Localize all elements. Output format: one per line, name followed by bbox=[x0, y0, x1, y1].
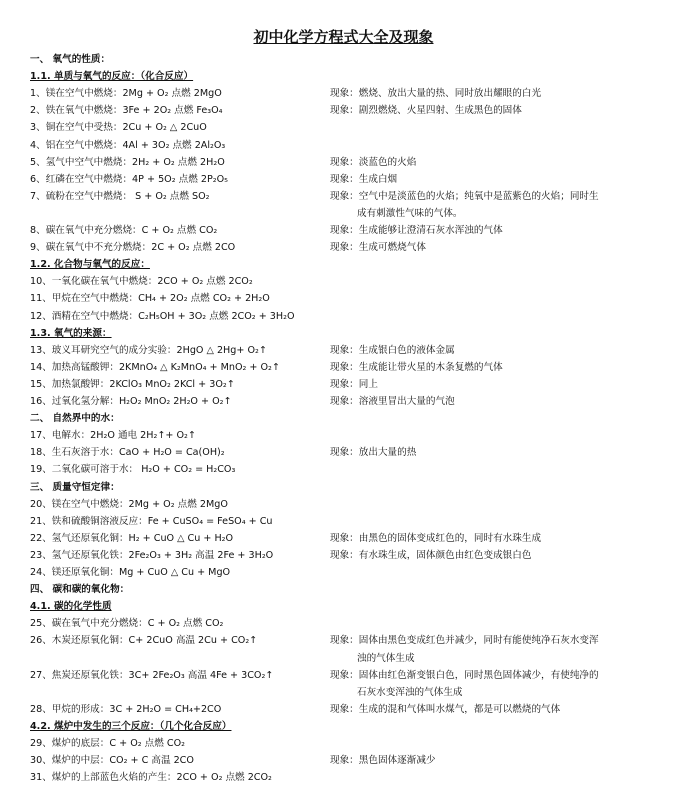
equation-row bbox=[30, 684, 660, 701]
equation-text: 3、铜在空气中受热：2Cu + O₂ △ 2CuO bbox=[30, 122, 207, 134]
equation-row bbox=[30, 342, 660, 359]
equation-text: 20、镁在空气中燃烧：2Mg + O₂ 点燃 2MgO bbox=[30, 498, 228, 510]
equation-text: 8、碳在氧气中充分燃烧：C + O₂ 点燃 CO₂ bbox=[30, 225, 218, 236]
equation-row bbox=[30, 137, 660, 154]
page-title: 初中化学方程式大全及现象 bbox=[253, 28, 434, 46]
section-heading bbox=[30, 51, 660, 68]
equation-row bbox=[30, 376, 660, 393]
equation-text: 9、碳在氧气中不充分燃烧：2C + O₂ 点燃 2CO bbox=[30, 242, 236, 254]
equation-text: 19、二氧化碳可溶于水： H₂O + CO₂ = H₂CO₃ bbox=[30, 464, 236, 476]
equation-text: 28、甲烷的形成：3C + 2H₂O = CH₄+2CO bbox=[30, 703, 222, 715]
heading-text: 1.2. 化合物与氧气的反应： bbox=[30, 259, 150, 271]
equation-text: 14、加热高锰酸钾：2KMnO₄ △ K₂MnO₄ + MnO₂ + O₂↑ bbox=[30, 361, 280, 373]
equation-text: 21、铁和硫酸铜溶液反应：Fe + CuSO₄ = FeSO₄ + Cu bbox=[30, 515, 273, 527]
equation-row bbox=[30, 701, 660, 718]
section-heading bbox=[30, 718, 660, 735]
phenomenon-text: 现象：燃烧、放出大量的热、同时放出耀眼的白光 bbox=[330, 88, 542, 100]
equation-row bbox=[30, 290, 660, 307]
phenomenon-text: 现象：固体由红色渐变银白色，同时黑色固体减少，有使纯净的 bbox=[330, 669, 599, 681]
equation-text: 27、焦炭还原氧化铁：3C+ 2Fe₂O₃ 高温 4Fe + 3CO₂↑ bbox=[30, 669, 274, 681]
phenomenon-text: 现象：生成银白色的液体金属 bbox=[330, 344, 455, 356]
phenomenon-text: 现象：同上 bbox=[330, 378, 378, 390]
equation-text: 15、加热氯酸钾：2KClO₃ MnO₂ 2KCl + 3O₂↑ bbox=[30, 378, 235, 390]
equation-row bbox=[30, 427, 660, 444]
equation-text: 13、玻义耳研究空气的成分实验：2HgO △ 2Hg+ O₂↑ bbox=[30, 344, 267, 356]
equation-row bbox=[30, 752, 660, 769]
heading-text: 1.3. 氧气的来源： bbox=[30, 327, 112, 339]
equation-row bbox=[30, 735, 660, 752]
equation-text: 17、电解水：2H₂O 通电 2H₂↑+ O₂↑ bbox=[30, 430, 196, 442]
heading-text: 1.1. 单质与氧气的反应：（化合反应） bbox=[30, 71, 194, 83]
equation-row bbox=[30, 461, 660, 478]
equation-text: 11、甲烷在空气中燃烧：CH₄ + 2O₂ 点燃 CO₂ + 2H₂O bbox=[30, 293, 270, 305]
phenomenon-text: 现象：固体由黑色变成红色并减少，同时有能使纯净石灰水变浑 bbox=[330, 635, 599, 647]
equation-text: 24、镁还原氧化铜：Mg + CuO △ Cu + MgO bbox=[30, 567, 231, 578]
phenomenon-text: 现象：由黑色的固体变成红色的，同时有水珠生成 bbox=[330, 532, 542, 544]
phenomenon-text: 成有刺激性气味的气体。 bbox=[357, 207, 463, 219]
section-heading bbox=[30, 325, 660, 342]
equation-row bbox=[30, 102, 660, 119]
equation-text: 12、酒精在空气中燃烧：C₂H₅OH + 3O₂ 点燃 2CO₂ + 3H₂O bbox=[30, 310, 295, 322]
equation-text: 16、过氧化氢分解：H₂O₂ MnO₂ 2H₂O + O₂↑ bbox=[30, 396, 232, 407]
equation-text: 22、氢气还原氧化铜：H₂ + CuO △ Cu + H₂O bbox=[30, 532, 234, 544]
equation-text: 29、煤炉的底层：C + O₂ 点燃 CO₂ bbox=[30, 738, 185, 749]
equation-row bbox=[30, 85, 660, 102]
phenomenon-text: 现象：有水珠生成，固体颜色由红色变成银白色 bbox=[330, 549, 532, 561]
equation-row bbox=[30, 632, 660, 649]
heading-text: 一、 氧气的性质： bbox=[30, 54, 111, 65]
equation-text: 5、氢气中空气中燃烧：2H₂ + O₂ 点燃 2H₂O bbox=[30, 156, 225, 168]
equation-text: 7、硫粉在空气中燃烧： S + O₂ 点燃 SO₂ bbox=[30, 190, 210, 202]
phenomenon-text: 现象：生成能让带火星的木条复燃的气体 bbox=[330, 361, 503, 373]
equation-row bbox=[30, 513, 660, 530]
equation-row bbox=[30, 188, 660, 205]
equation-text: 4、铝在空气中燃烧：4Al + 3O₂ 点燃 2Al₂O₃ bbox=[30, 139, 226, 151]
equation-row bbox=[30, 564, 660, 581]
phenomenon-text: 现象：生成的混和气体叫水煤气，都是可以燃烧的气体 bbox=[330, 703, 561, 715]
phenomenon-text: 现象：生成白烟 bbox=[330, 173, 398, 185]
equation-row bbox=[30, 154, 660, 171]
equation-text: 31、煤炉的上部蓝色火焰的产生：2CO + O₂ 点燃 2CO₂ bbox=[30, 772, 272, 784]
phenomenon-text: 现象：生成能够让澄清石灰水浑浊的气体 bbox=[330, 225, 503, 236]
phenomenon-text: 现象：淡蓝色的火焰 bbox=[330, 156, 417, 168]
phenomenon-text: 现象：生成可燃烧气体 bbox=[330, 242, 426, 254]
equation-text: 18、生石灰溶于水：CaO + H₂O = Ca(OH)₂ bbox=[30, 447, 225, 459]
equation-row bbox=[30, 273, 660, 290]
heading-text: 四、 碳和碳的氧化物： bbox=[30, 584, 130, 596]
equation-row bbox=[30, 222, 660, 239]
heading-text: 4.2. 煤炉中发生的三个反应：（几个化合反应） bbox=[30, 720, 232, 732]
equation-row bbox=[30, 205, 660, 222]
section-heading bbox=[30, 256, 660, 273]
phenomenon-text: 现象：空气中是淡蓝色的火焰；纯氧中是蓝紫色的火焰；同时生 bbox=[330, 190, 599, 202]
equation-row bbox=[30, 393, 660, 410]
equation-row bbox=[30, 650, 660, 667]
heading-text: 二、 自然界中的水： bbox=[30, 413, 120, 425]
equation-text: 25、碳在氧气中充分燃烧：C + O₂ 点燃 CO₂ bbox=[30, 618, 224, 630]
equation-text: 26、木炭还原氧化铜：C+ 2CuO 高温 2Cu + CO₂↑ bbox=[30, 635, 258, 647]
phenomenon-text: 浊的气体生成 bbox=[357, 652, 415, 664]
equation-row bbox=[30, 769, 660, 786]
equation-row bbox=[30, 239, 660, 256]
equation-text: 10、一氧化碳在氧气中燃烧：2CO + O₂ 点燃 2CO₂ bbox=[30, 276, 253, 288]
equation-row bbox=[30, 119, 660, 136]
equation-row bbox=[30, 496, 660, 513]
phenomenon-text: 现象：黑色固体逐渐减少 bbox=[330, 755, 436, 767]
equation-row bbox=[30, 547, 660, 564]
phenomenon-text: 现象：溶液里冒出大量的气泡 bbox=[330, 396, 455, 407]
heading-text: 三、 质量守恒定律： bbox=[30, 481, 120, 493]
equation-row bbox=[30, 171, 660, 188]
heading-text: 4.1. 碳的化学性质 bbox=[30, 601, 112, 613]
equation-row bbox=[30, 308, 660, 325]
equation-row bbox=[30, 667, 660, 684]
section-heading bbox=[30, 68, 660, 85]
equation-text: 2、铁在氧气中燃烧：3Fe + 2O₂ 点燃 Fe₃O₄ bbox=[30, 105, 223, 117]
section-heading bbox=[30, 410, 660, 427]
section-heading bbox=[30, 598, 660, 615]
section-heading bbox=[30, 581, 660, 598]
phenomenon-text: 现象：剧烈燃烧、火星四射、生成黑色的固体 bbox=[330, 105, 522, 117]
equation-row bbox=[30, 359, 660, 376]
equation-text: 30、煤炉的中层：CO₂ + C 高温 2CO bbox=[30, 755, 194, 767]
phenomenon-text: 现象：放出大量的热 bbox=[330, 447, 417, 459]
equation-row bbox=[30, 530, 660, 547]
section-heading bbox=[30, 479, 660, 496]
equation-text: 23、氢气还原氧化铁：2Fe₂O₃ + 3H₂ 高温 2Fe + 3H₂O bbox=[30, 549, 274, 561]
equation-row bbox=[30, 444, 660, 461]
phenomenon-text: 石灰水变浑浊的气体生成 bbox=[357, 686, 463, 698]
equation-text: 6、红磷在空气中燃烧：4P + 5O₂ 点燃 2P₂O₅ bbox=[30, 173, 228, 185]
equation-row bbox=[30, 615, 660, 632]
equation-text: 1、镁在空气中燃烧：2Mg + O₂ 点燃 2MgO bbox=[30, 88, 222, 100]
